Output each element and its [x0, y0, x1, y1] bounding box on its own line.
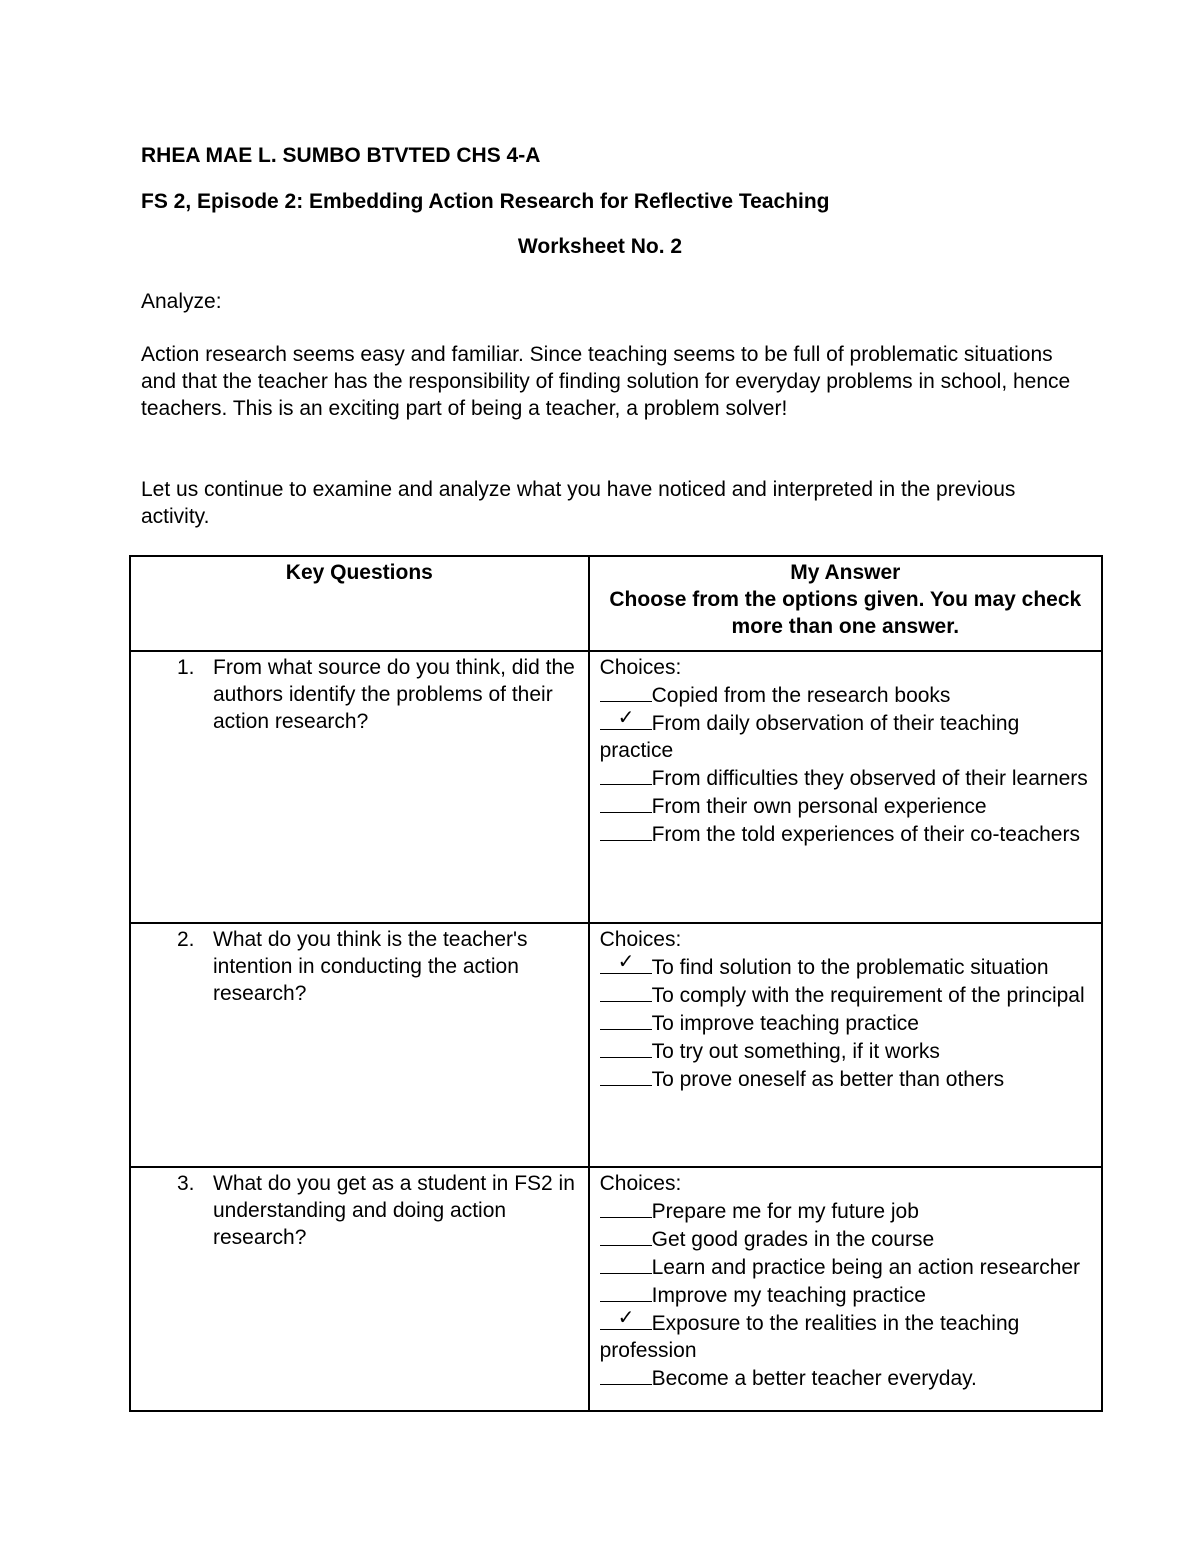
answer-blank[interactable]	[600, 820, 652, 841]
question-cell	[130, 923, 589, 1167]
table-header-row	[130, 556, 1102, 651]
choice-option[interactable]	[600, 1364, 1091, 1392]
answer-blank[interactable]	[600, 681, 652, 702]
choice-option[interactable]	[600, 1225, 1091, 1253]
answer-blank[interactable]	[600, 981, 652, 1002]
choice-option[interactable]	[600, 792, 1091, 820]
question-item	[141, 926, 578, 1007]
answer-cell	[589, 1167, 1102, 1411]
checked-blank[interactable]	[600, 949, 652, 974]
question-number: 1.	[177, 656, 195, 679]
student-name-line: RHEA MAE L. SUMBO BTVTED CHS 4-A	[141, 144, 541, 167]
choices-label: Choices:	[599, 656, 682, 679]
choice-text: To prove oneself as better than others	[651, 1068, 1005, 1091]
key-questions-header-label: Key Questions	[285, 561, 433, 584]
my-answer-header	[589, 556, 1102, 651]
question-number: 3.	[177, 1172, 195, 1195]
choice-option[interactable]	[600, 1253, 1091, 1281]
question-cell	[130, 1167, 589, 1411]
choice-text: Learn and practice being an action researcher	[651, 1256, 1081, 1279]
intro-paragraph: Action research seems easy and familiar. Since teaching seems to be full of problematic situations and that the teacher has the responsibility of finding solution for everyday problems in school, hence teachers. This is an exciting part of being a teacher, a problem solver!	[141, 343, 1071, 420]
checkmark-icon: ✓	[617, 949, 635, 973]
choice-option[interactable]	[600, 1281, 1091, 1309]
choice-option[interactable]	[600, 1065, 1091, 1093]
question-item	[141, 1170, 578, 1251]
answer-blank[interactable]	[600, 1037, 652, 1058]
analyze-label: Analyze:	[141, 290, 222, 313]
question-text: From what source do you think, did the authors identify the problems of their action research?	[213, 656, 575, 733]
question-item	[141, 654, 578, 735]
table-row	[130, 923, 1102, 1167]
choice-option[interactable]	[599, 705, 1091, 764]
continue-paragraph: Let us continue to examine and analyze what you have noticed and interpreted in the previous activity.	[141, 478, 1016, 528]
question-number: 2.	[177, 928, 195, 951]
key-questions-header	[130, 556, 589, 651]
choice-option[interactable]	[600, 1197, 1091, 1225]
checked-blank[interactable]	[600, 1305, 652, 1330]
answer-blank[interactable]	[600, 1009, 652, 1030]
choice-text: Copied from the research books	[651, 684, 951, 707]
episode-title: FS 2, Episode 2: Embedding Action Research for Reflective Teaching	[141, 190, 830, 213]
answer-cell	[589, 651, 1102, 923]
checkmark-icon: ✓	[617, 705, 635, 729]
answer-blank[interactable]	[600, 1197, 652, 1218]
choice-option[interactable]	[600, 981, 1091, 1009]
choice-text: Exposure to the realities in the teaching profession	[599, 1312, 1020, 1362]
choice-text: To find solution to the problematic situation	[651, 956, 1049, 979]
choice-text: Get good grades in the course	[651, 1228, 935, 1251]
choice-option[interactable]	[600, 949, 1091, 981]
answer-blank[interactable]	[600, 1281, 652, 1302]
answer-cell	[589, 923, 1102, 1167]
choice-text: From daily observation of their teaching practice	[599, 712, 1020, 762]
choice-text: From difficulties they observed of their learners	[651, 767, 1088, 790]
worksheet-table	[129, 555, 1103, 1412]
answer-blank[interactable]	[600, 792, 652, 813]
question-text: What do you get as a student in FS2 in understanding and doing action research?	[213, 1172, 575, 1249]
table-row	[130, 1167, 1102, 1411]
choices-label: Choices:	[599, 1172, 682, 1195]
checkmark-icon: ✓	[617, 1305, 635, 1329]
choice-text: Become a better teacher everyday.	[651, 1367, 977, 1390]
answer-blank[interactable]	[600, 1364, 652, 1385]
worksheet-title: Worksheet No. 2	[517, 235, 683, 258]
answer-blank[interactable]	[600, 764, 652, 785]
question-cell	[130, 651, 589, 923]
choice-option[interactable]	[600, 1037, 1091, 1065]
choice-option[interactable]	[600, 764, 1091, 792]
choice-option[interactable]	[599, 1305, 1091, 1364]
choice-text: Prepare me for my future job	[651, 1200, 919, 1223]
checked-blank[interactable]	[600, 705, 652, 730]
choice-option[interactable]	[600, 681, 1091, 709]
question-text: What do you think is the teacher's intention in conducting the action research?	[213, 928, 528, 1005]
choice-text: From their own personal experience	[651, 795, 987, 818]
answer-blank[interactable]	[600, 1065, 652, 1086]
choices-label: Choices:	[599, 928, 682, 951]
my-answer-header-label: My Answer	[790, 561, 901, 584]
choice-text: Improve my teaching practice	[651, 1284, 926, 1307]
table-row	[130, 651, 1102, 923]
my-answer-instructions: Choose from the options given. You may check more than one answer.	[609, 588, 1082, 638]
choice-option[interactable]	[600, 1009, 1091, 1037]
answer-blank[interactable]	[600, 1253, 652, 1274]
choice-text: From the told experiences of their co-teachers	[651, 823, 1080, 846]
choice-text: To improve teaching practice	[651, 1012, 919, 1035]
answer-blank[interactable]	[600, 1225, 652, 1246]
choice-text: To comply with the requirement of the principal	[651, 984, 1085, 1007]
choice-text: To try out something, if it works	[651, 1040, 940, 1063]
choice-option[interactable]	[600, 820, 1091, 848]
